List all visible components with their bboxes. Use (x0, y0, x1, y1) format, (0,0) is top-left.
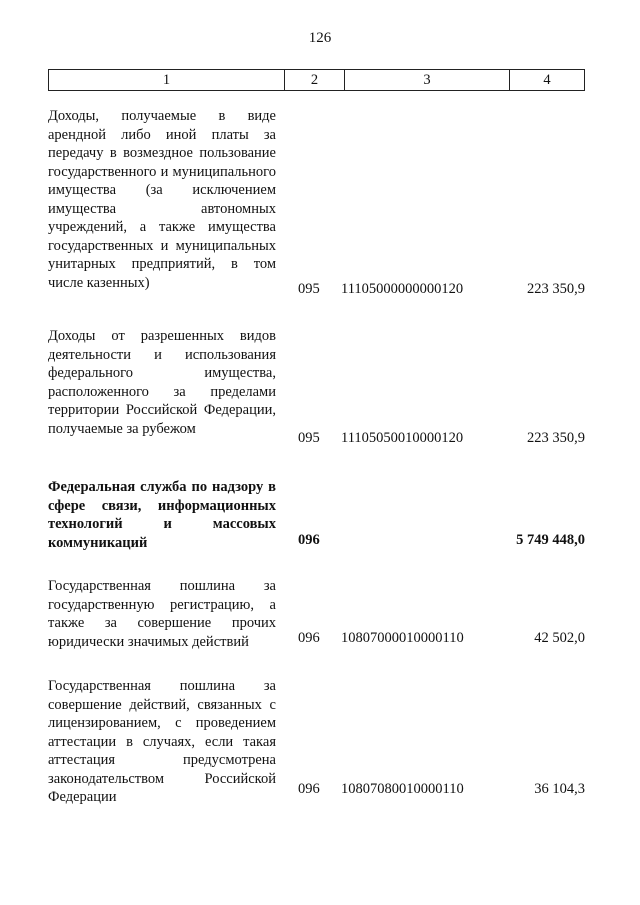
header-col-4: 4 (543, 71, 551, 88)
row-amount: 36 104,3 (534, 781, 585, 797)
header-col-3: 3 (345, 70, 510, 90)
row-description: Государственная пошлина за совершение действий, связанных с лицензированием, с проведением аттестации в случаях, если такая аттестация предусмотрена законодательством Российской Федерации (48, 678, 276, 805)
row-description: Доходы, получаемые в виде арендной либо иной платы за передачу в возмездное пользование государственного и муниципального имущества (за исключением имущества автономных учреждений, а также имущества государственных и муниципальных унитарных предприятий, в том числе казенных) (48, 108, 276, 291)
row-kbk: 11105050010000120 (341, 430, 464, 446)
row-code: 095 (298, 281, 320, 297)
row-description: Доходы от разрешенных видов деятельности и использования федерального имущества, расположенного за пределами территории Российской Федерации, получаемые за рубежом (48, 328, 276, 437)
header-col-2: 2 (285, 70, 345, 90)
row-code: 096 (298, 781, 320, 797)
row-code: 096 (298, 532, 320, 548)
row-amount: 223 350,9 (527, 430, 585, 446)
page-number: 126 (308, 30, 332, 46)
row-kbk: 10807080010000110 (341, 781, 464, 797)
row-code: 095 (298, 430, 320, 446)
table-header (48, 69, 585, 91)
row-kbk: 10807000010000110 (341, 630, 464, 646)
table-row (48, 327, 585, 457)
row-amount: 42 502,0 (534, 630, 585, 646)
table-row (48, 577, 585, 652)
row-description: Федеральная служба по надзору в сфере связи, информационных технологий и массовых коммуникаций (48, 479, 276, 551)
row-amount: 5 749 448,0 (516, 532, 585, 548)
table-row (48, 107, 585, 302)
row-kbk: 11105000000000120 (341, 281, 464, 297)
row-description: Государственная пошлина за государственную регистрацию, а также за совершение прочих юридически значимых действий (48, 578, 276, 650)
table-row-agency (48, 478, 585, 553)
row-amount: 223 350,9 (527, 281, 585, 297)
row-code: 096 (298, 630, 320, 646)
header-col-1: 1 (49, 70, 285, 90)
table-row (48, 677, 585, 807)
